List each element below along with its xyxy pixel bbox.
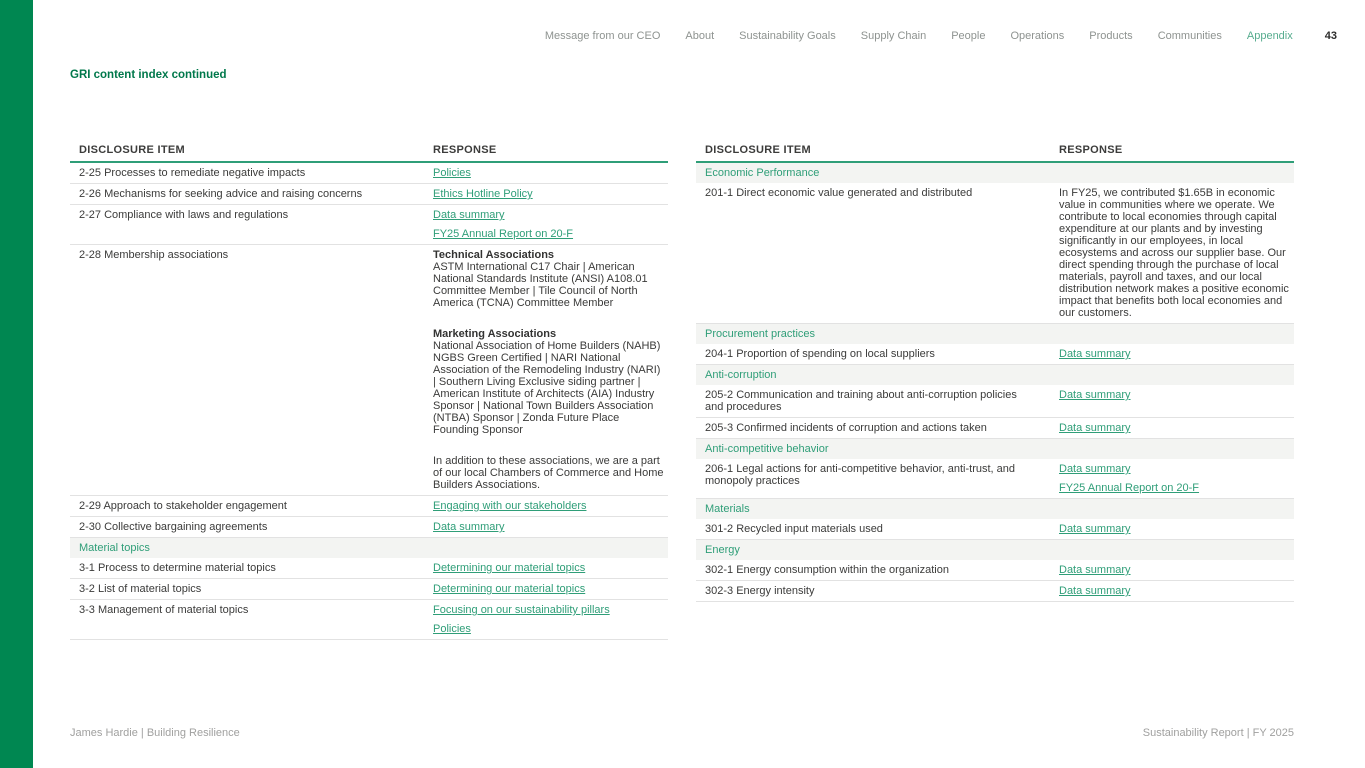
column-header: RESPONSE [433,144,497,156]
response-link-row [433,228,666,240]
section-label: Energy [705,544,740,556]
table-row [70,579,668,600]
table-row [696,560,1294,581]
table-row [70,517,668,538]
disclosure-item: 2-27 Compliance with laws and regulations [79,209,289,221]
disclosure-item: 302-3 Energy intensity [705,585,815,597]
response-cell [433,209,668,240]
response-heading: Technical Associations [433,249,555,261]
response-link-row [1059,348,1292,360]
footer-brand: James Hardie | Building Resilience [70,727,240,739]
section-row [696,439,1294,459]
response-cell [1059,422,1294,434]
response-link[interactable]: Determining our material topics [433,583,586,595]
response-link-row [1059,389,1292,401]
disclosure-item: 302-1 Energy consumption within the organization [705,564,949,576]
section-label: Material topics [79,542,150,554]
section-row [70,538,668,558]
disclosure-item: 2-26 Mechanisms for seeking advice and raising concerns [79,188,363,200]
nav-item-sustainability-goals[interactable]: Sustainability Goals [739,30,836,42]
table-row [70,558,668,579]
table-row [70,205,668,245]
response-link[interactable]: Ethics Hotline Policy [433,188,533,200]
top-navigation [545,30,1337,42]
response-link-row [1059,523,1292,535]
gri-table-left [70,144,668,640]
nav-item-people[interactable]: People [951,30,986,42]
nav-item-appendix[interactable]: Appendix [1246,30,1293,42]
response-cell [433,521,668,533]
response-cell [1059,523,1294,535]
response-cell [1059,348,1294,360]
disclosure-item: 205-3 Confirmed incidents of corruption and actions taken [705,422,987,434]
table-row [696,344,1294,365]
response-spacer [433,309,666,328]
response-link[interactable]: Data summary [1059,564,1131,576]
response-cell [433,583,668,595]
table-row [696,385,1294,418]
disclosure-item: 2-28 Membership associations [79,249,229,261]
response-cell [1059,564,1294,576]
page-number: 43 [1324,30,1337,42]
response-link-row [433,521,666,533]
section-row [696,324,1294,344]
response-cell [433,167,668,179]
disclosure-item: 3-2 List of material topics [79,583,202,595]
response-link[interactable]: Data summary [433,521,505,533]
page-title: GRI content index continued [70,69,227,81]
table-header-row [70,144,668,163]
response-link[interactable]: Data summary [1059,463,1131,475]
response-link[interactable]: Policies [433,167,471,179]
response-link[interactable]: Data summary [1059,523,1131,535]
response-text: National Association of Home Builders (NAHB) NGBS Green Certified | NARI National Association of the Remodeling Industry (NARI) | Southern Living Exclusive siding partner | American Institute of Architects (AIA) Industry Sponsor | National Town Builders Association (NTBA) Sponsor | Zonda Future Place Founding Sponsor [433,340,661,436]
response-link[interactable]: Focusing on our sustainability pillars [433,604,610,616]
table-row [70,600,668,640]
disclosure-item: 2-25 Processes to remediate negative impacts [79,167,306,179]
response-link[interactable]: Data summary [1059,585,1131,597]
nav-items [545,30,1293,42]
response-link-row [433,604,666,616]
nav-item-products[interactable]: Products [1089,30,1133,42]
section-row [696,499,1294,519]
nav-item-message-from-our-ceo[interactable]: Message from our CEO [544,30,661,42]
response-link-row [433,209,666,221]
table-row [70,184,668,205]
response-link[interactable]: Policies [433,623,471,635]
table-row [70,163,668,184]
response-cell [433,562,668,574]
disclosure-item: 2-30 Collective bargaining agreements [79,521,268,533]
response-link-row [1059,422,1292,434]
table-row [696,183,1294,324]
column-header: DISCLOSURE ITEM [79,144,185,156]
response-link-row [1059,564,1292,576]
response-link-row [1059,482,1292,494]
section-row [696,163,1294,183]
section-label: Procurement practices [705,328,816,340]
table-row [70,496,668,517]
response-link[interactable]: Engaging with our stakeholders [433,500,587,512]
nav-item-operations[interactable]: Operations [1010,30,1065,42]
section-row [696,365,1294,385]
response-cell [433,188,668,200]
column-header: DISCLOSURE ITEM [705,144,811,156]
response-link-row [433,167,666,179]
column-header: RESPONSE [1059,144,1123,156]
table-row [696,418,1294,439]
disclosure-item: 2-29 Approach to stakeholder engagement [79,500,287,512]
response-spacer [433,436,666,455]
response-link-row [1059,463,1292,475]
left-accent-bar [0,0,33,768]
response-link[interactable]: Data summary [433,209,505,221]
response-link[interactable]: Data summary [1059,389,1131,401]
disclosure-item: 204-1 Proportion of spending on local suppliers [705,348,935,360]
gri-table-right [696,144,1294,602]
nav-item-communities[interactable]: Communities [1157,30,1222,42]
nav-item-supply-chain[interactable]: Supply Chain [860,30,927,42]
disclosure-item: 3-1 Process to determine material topics [79,562,276,574]
response-cell [433,604,668,635]
response-link-row [433,500,666,512]
page-footer [70,727,1294,739]
table-row [696,459,1294,499]
response-link-row [433,188,666,200]
section-label: Materials [705,503,750,515]
footer-report-label: Sustainability Report | FY 2025 [1142,727,1294,739]
response-cell [1059,463,1294,494]
section-label: Anti-corruption [705,369,777,381]
disclosure-item: 205-2 Communication and training about anti-corruption policies and procedures [705,389,1017,413]
table-row [696,519,1294,540]
response-link[interactable]: FY25 Annual Report on 20-F [433,228,574,240]
section-label: Anti-competitive behavior [705,443,829,455]
table-row [696,581,1294,602]
response-cell [433,249,668,491]
response-cell [1059,389,1294,413]
nav-item-about[interactable]: About [685,30,715,42]
section-row [696,540,1294,560]
table-header-row [696,144,1294,163]
table-row [70,245,668,496]
response-cell [1059,585,1294,597]
response-cell [433,500,668,512]
response-text: In FY25, we contributed $1.65B in economic value in communities where we operate. We contribute to local economies through capital expenditure at our plants and by investing significantly in our employees, in local ecosystems and across our supplier base. Our direct spending through the purchase of local materials, payroll and taxes, and our local distribution network makes a positive economic impact that benefits both local economies and our customers. [1059,187,1289,319]
response-text: In addition to these associations, we are a part of our local Chambers of Commerce and Home Builders Associations. [433,455,664,491]
response-link-row [433,562,666,574]
response-link-row [433,623,666,635]
disclosure-item: 301-2 Recycled input materials used [705,523,883,535]
response-text: ASTM International C17 Chair | American National Standards Institute (ANSI) A108.01 Committee Member | Tile Council of North America (TCNA) Committee Member [433,261,648,309]
response-link-row [433,583,666,595]
disclosure-item: 201-1 Direct economic value generated and distributed [705,187,973,199]
response-heading: Marketing Associations [433,328,557,340]
response-cell [1059,187,1294,319]
disclosure-item: 206-1 Legal actions for anti-competitive behavior, anti-trust, and monopoly practices [705,463,1016,487]
response-link[interactable]: FY25 Annual Report on 20-F [1059,482,1200,494]
disclosure-item: 3-3 Management of material topics [79,604,249,616]
section-label: Economic Performance [705,167,820,179]
response-link[interactable]: Determining our material topics [433,562,586,574]
response-link[interactable]: Data summary [1059,422,1131,434]
response-link-row [1059,585,1292,597]
response-link[interactable]: Data summary [1059,348,1131,360]
